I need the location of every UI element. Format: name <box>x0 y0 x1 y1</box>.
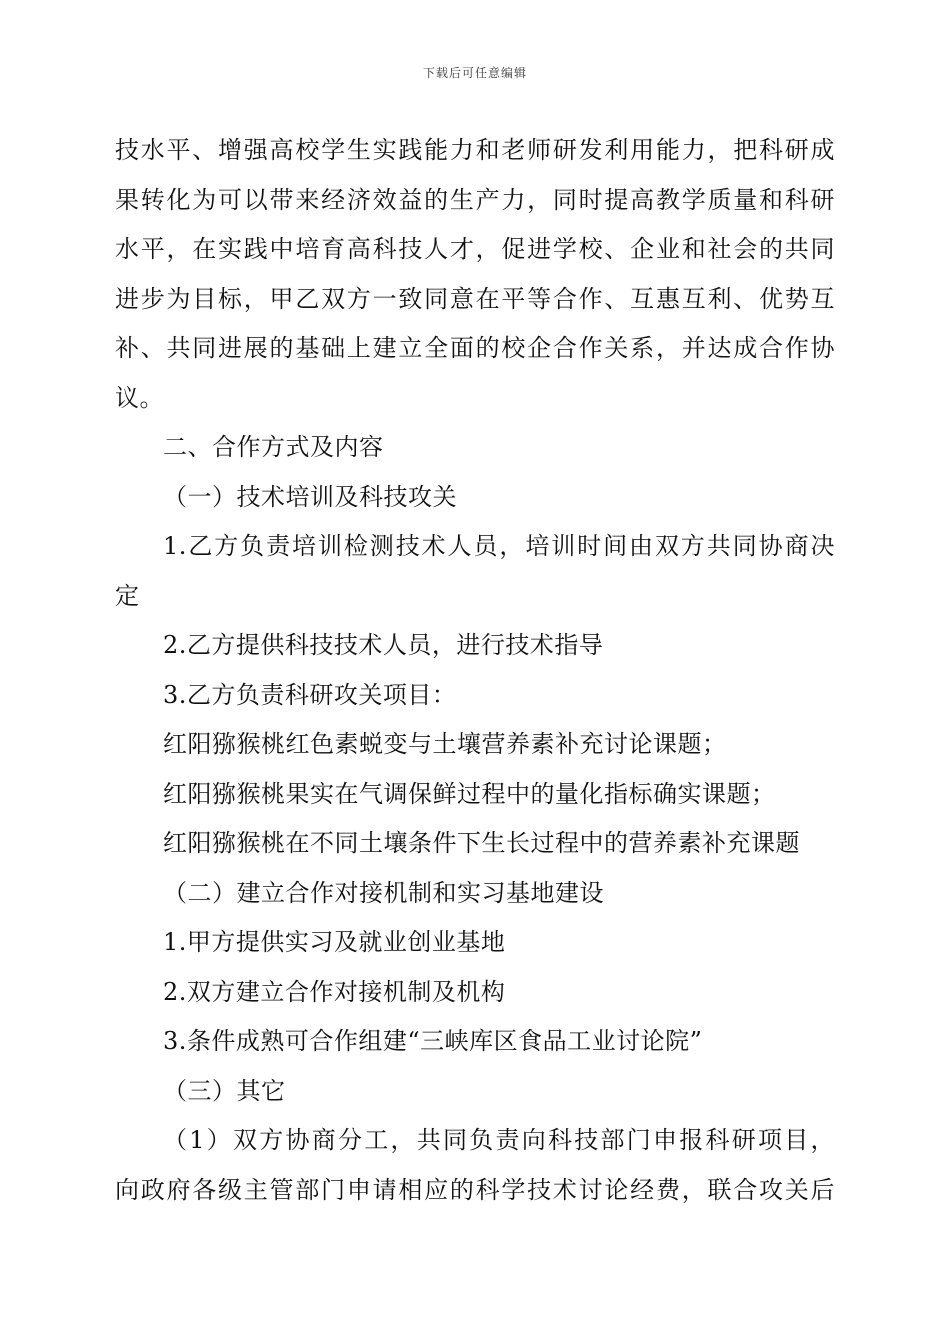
intro-line: 果转化为可以带来经济效益的生产力，同时提高教学质量和科研 <box>115 185 835 214</box>
subsection-heading: （二）建立合作对接机制和实习基地建设 <box>163 878 604 907</box>
list-item-continuation: 定 <box>115 581 140 610</box>
list-item: 2.双方建立合作对接机制及机构 <box>163 977 506 1006</box>
list-item: 1.甲方提供实习及就业创业基地 <box>163 928 506 956</box>
list-item: 3.条件成熟可合作组建“三峡库区食品工业讨论院” <box>163 1027 703 1055</box>
intro-line: 水平，在实践中培育高科技人才，促进学校、企业和社会的共同 <box>115 235 835 263</box>
paragraph-line: 向政府各级主管部门申请相应的科学技术讨论经费，联合攻关后 <box>115 1175 835 1204</box>
list-item: 1.乙方负责培训检测技术人员，培训时间由双方共同协商决 <box>163 532 835 560</box>
intro-line: 技水平、增强高校学生实践能力和老师研发利用能力，把科研成 <box>115 136 835 164</box>
document-body <box>115 126 835 1215</box>
intro-line: 补、共同进展的基础上建立全面的校企合作关系，并达成合作协 <box>115 334 835 362</box>
subsection-heading: （三）其它 <box>163 1076 286 1105</box>
research-topic: 红阳猕猴桃果实在气调保鲜过程中的量化指标确实课题； <box>163 779 776 808</box>
section-heading: 二、合作方式及内容 <box>163 433 384 461</box>
list-item: 2.乙方提供科技技术人员，进行技术指导 <box>163 631 604 659</box>
intro-line: 议。 <box>115 383 164 412</box>
subsection-heading: （一）技术培训及科技攻关 <box>163 482 457 511</box>
page-header: 下载后可任意编辑 <box>422 66 527 80</box>
research-topic: 红阳猕猴桃在不同土壤条件下生长过程中的营养素补充课题 <box>163 829 800 857</box>
paragraph-line: （1）双方协商分工，共同负责向科技部门申报科研项目， <box>163 1126 835 1154</box>
intro-line: 进步为目标，甲乙双方一致同意在平等合作、互惠互利、优势互 <box>115 284 835 313</box>
list-item: 3.乙方负责科研攻关项目： <box>163 680 457 709</box>
research-topic: 红阳猕猴桃红色素蜕变与土壤营养素补充讨论课题； <box>163 730 727 758</box>
